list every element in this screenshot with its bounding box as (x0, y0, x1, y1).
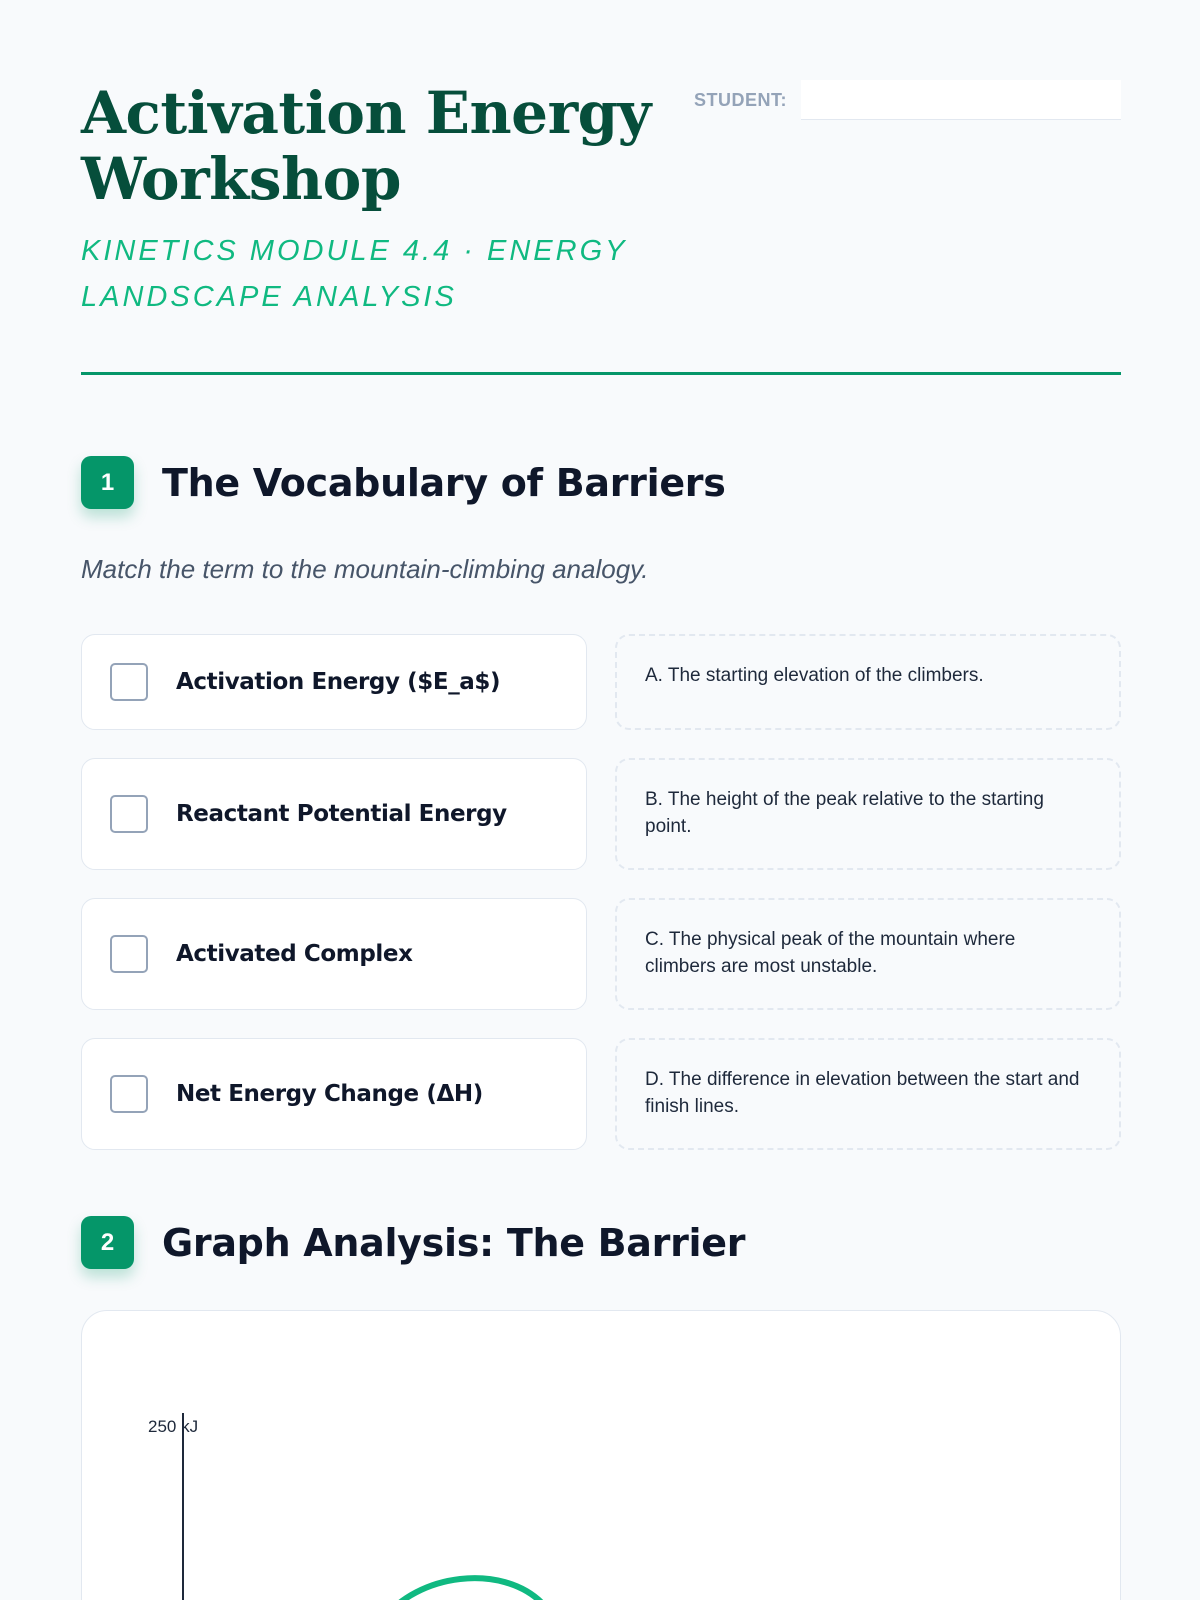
section-number-badge: 2 (81, 1216, 134, 1269)
term-card[interactable] (81, 1038, 587, 1150)
term-label: Net Energy Change (ΔH) (176, 1081, 483, 1107)
definition-text: B. The height of the peak relative to the starting point. (645, 789, 1044, 837)
match-row (81, 634, 1121, 730)
energy-curve (382, 1578, 542, 1600)
section-number-badge: 1 (81, 456, 134, 509)
student-name-group (694, 80, 1121, 120)
match-row (81, 1038, 1121, 1150)
term-card[interactable] (81, 758, 587, 870)
section-title: Graph Analysis: The Barrier (162, 1220, 746, 1265)
page-title: Activation Energy Workshop (81, 79, 651, 213)
term-label: Activation Energy ($E_a$) (176, 669, 501, 695)
match-row (81, 758, 1121, 870)
section-2-heading (81, 1216, 745, 1269)
section-title: The Vocabulary of Barriers (162, 460, 726, 505)
energy-diagram (82, 1311, 1121, 1600)
worksheet (81, 0, 1121, 1436)
term-checkbox[interactable] (110, 1075, 148, 1113)
student-label: STUDENT: (694, 90, 787, 110)
definition-text: A. The starting elevation of the climbers. (645, 665, 984, 686)
definition-text: C. The physical peak of the mountain where climbers are most unstable. (645, 929, 1016, 977)
term-checkbox[interactable] (110, 663, 148, 701)
term-checkbox[interactable] (110, 935, 148, 973)
term-label: Reactant Potential Energy (176, 801, 507, 827)
definition-text: D. The difference in elevation between the start and finish lines. (645, 1069, 1080, 1117)
y-axis-top-label: 250 kJ (148, 1417, 199, 1436)
term-label: Activated Complex (176, 941, 413, 967)
section-1-heading (81, 456, 726, 509)
term-card[interactable] (81, 898, 587, 1010)
match-row (81, 898, 1121, 1010)
definition-card (615, 1038, 1121, 1150)
energy-diagram-card (81, 1310, 1121, 1600)
worksheet-header (81, 0, 1121, 378)
section-instructions: Match the term to the mountain-climbing analogy. (81, 554, 649, 584)
definition-card (615, 898, 1121, 1010)
student-name-input[interactable] (801, 80, 1121, 120)
term-checkbox[interactable] (110, 795, 148, 833)
page-subtitle: KINETICS MODULE 4.4 · ENERGY LANDSCAPE ANALYSIS (81, 235, 627, 313)
header-divider (81, 372, 1121, 375)
term-card[interactable] (81, 634, 587, 730)
definition-card (615, 634, 1121, 730)
definition-card (615, 758, 1121, 870)
